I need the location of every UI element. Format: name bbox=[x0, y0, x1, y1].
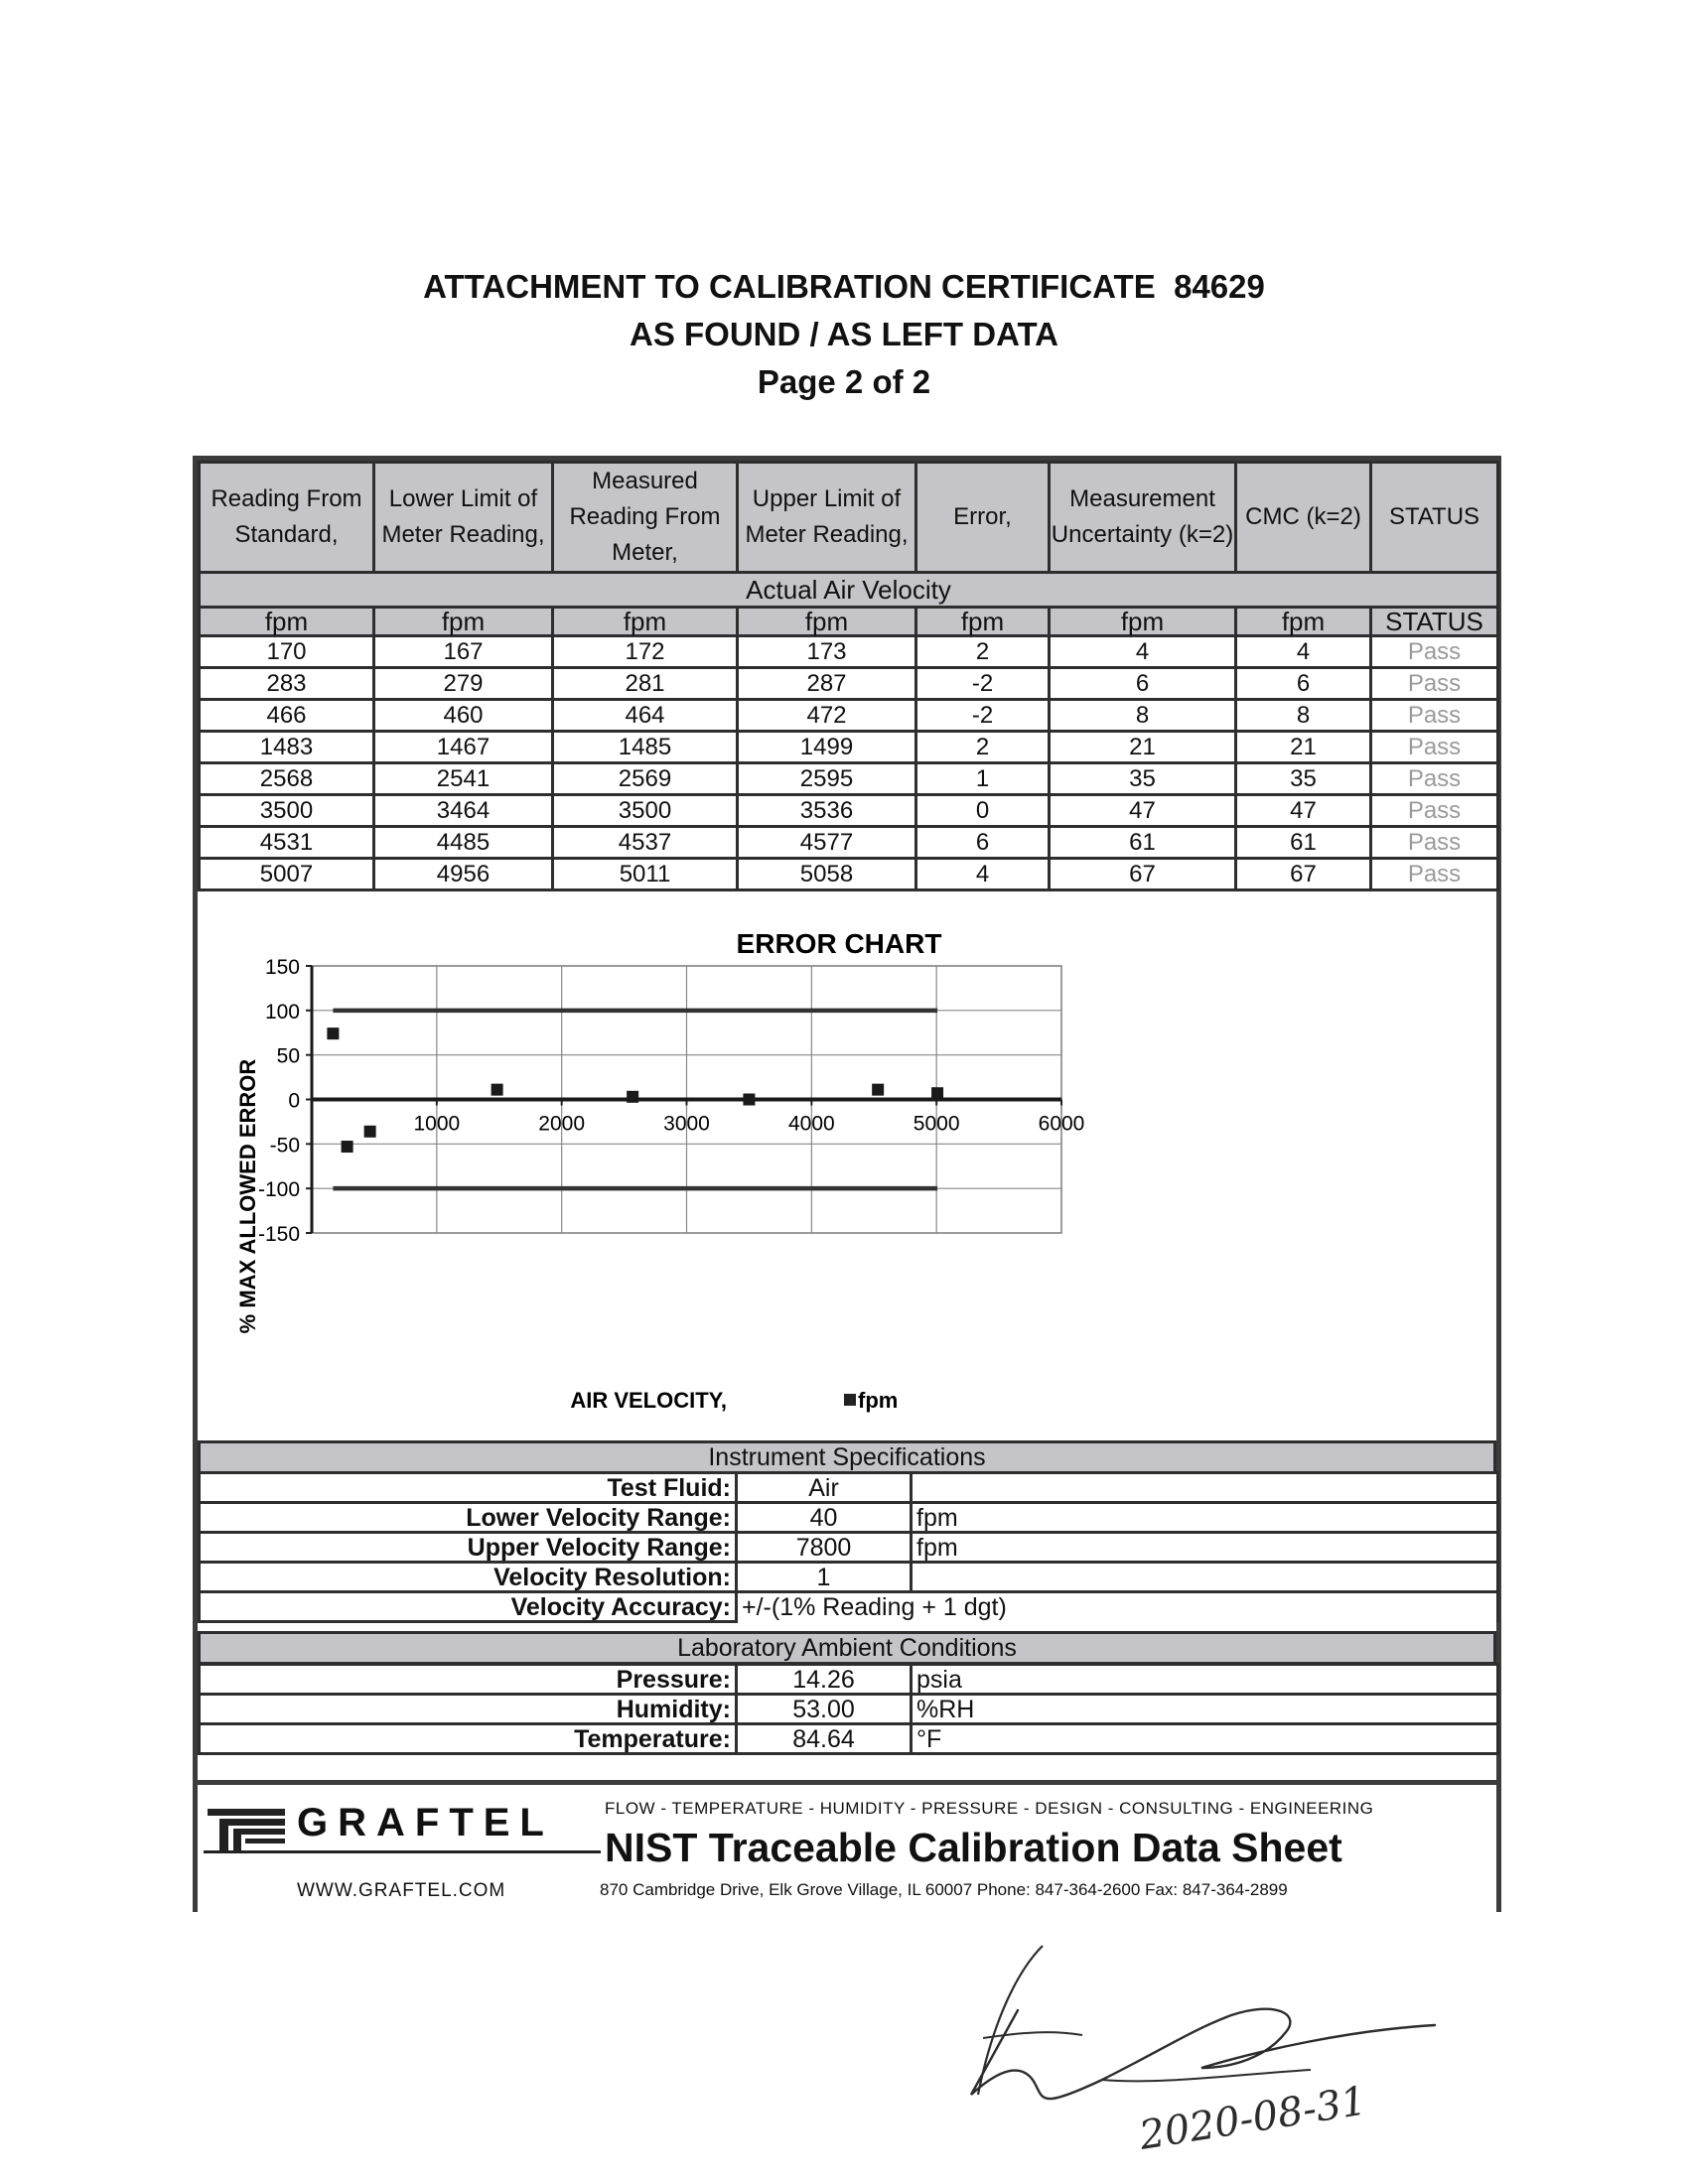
table-cell: 4485 bbox=[374, 827, 553, 859]
table-cell: 21 bbox=[1236, 732, 1371, 763]
column-header: STATUS bbox=[1371, 463, 1498, 573]
data-point bbox=[743, 1094, 755, 1106]
unit-label: fpm bbox=[1236, 608, 1371, 636]
table-row bbox=[200, 732, 1498, 763]
x-tick-label: 1000 bbox=[413, 1112, 461, 1136]
table-cell: 460 bbox=[374, 700, 553, 732]
sheet-title: NIST Traceable Calibration Data Sheet bbox=[605, 1825, 1342, 1870]
unit-label: fpm bbox=[1050, 608, 1236, 636]
x-axis-label: AIR VELOCITY, bbox=[570, 1388, 727, 1413]
spec-row bbox=[200, 1724, 1498, 1754]
table-cell: 2569 bbox=[553, 763, 738, 795]
error-chart bbox=[198, 903, 1496, 1446]
column-header: Lower Limit of Meter Reading, bbox=[374, 463, 553, 573]
table-cell: 2 bbox=[916, 636, 1050, 668]
status-cell: Pass bbox=[1371, 827, 1498, 859]
table-row bbox=[200, 859, 1498, 890]
address: 870 Cambridge Drive, Elk Grove Village, IL 60007 Phone: 847-364-2600 Fax: 847-364-2899 bbox=[600, 1880, 1288, 1899]
specs-header: Instrument Specifications bbox=[198, 1440, 1496, 1474]
table-row bbox=[200, 827, 1498, 859]
y-tick-label: 0 bbox=[288, 1089, 300, 1113]
table-cell: 4537 bbox=[553, 827, 738, 859]
column-header: CMC (k=2) bbox=[1236, 463, 1371, 573]
table-cell: -2 bbox=[916, 668, 1050, 700]
ambient-header: Laboratory Ambient Conditions bbox=[198, 1631, 1496, 1665]
x-tick-label: 4000 bbox=[787, 1112, 835, 1136]
table-cell: 35 bbox=[1050, 763, 1236, 795]
table-cell: 8 bbox=[1050, 700, 1236, 732]
table-row bbox=[200, 795, 1498, 827]
certificate-subtitle: AS FOUND / AS LEFT DATA bbox=[629, 316, 1059, 352]
x-tick-label: 6000 bbox=[1038, 1112, 1085, 1136]
status-cell: Pass bbox=[1371, 763, 1498, 795]
subheader: Actual Air Velocity bbox=[200, 573, 1498, 608]
data-point bbox=[492, 1084, 503, 1096]
table-row bbox=[200, 763, 1498, 795]
website: WWW.GRAFTEL.COM bbox=[297, 1880, 506, 1901]
data-point bbox=[364, 1126, 376, 1138]
data-point bbox=[327, 1027, 339, 1039]
data-point bbox=[627, 1091, 638, 1103]
table-cell: 3500 bbox=[200, 795, 374, 827]
table-cell: 61 bbox=[1236, 827, 1371, 859]
table-cell: 281 bbox=[553, 668, 738, 700]
spec-value: 40 bbox=[737, 1503, 912, 1533]
spec-value: 84.64 bbox=[737, 1724, 912, 1754]
table-cell: 283 bbox=[200, 668, 374, 700]
table-cell: 21 bbox=[1050, 732, 1236, 763]
spec-unit bbox=[912, 1473, 1498, 1503]
spec-value: 53.00 bbox=[737, 1695, 912, 1724]
unit-label: fpm bbox=[916, 608, 1050, 636]
status-cell: Pass bbox=[1371, 732, 1498, 763]
unit-label: STATUS bbox=[1371, 608, 1498, 636]
table-cell: 67 bbox=[1236, 859, 1371, 890]
spec-label: Test Fluid: bbox=[200, 1473, 737, 1503]
ambient-table bbox=[198, 1663, 1499, 1755]
unit-label: fpm bbox=[200, 608, 374, 636]
table-cell: 5058 bbox=[738, 859, 916, 890]
table-cell: 67 bbox=[1050, 859, 1236, 890]
table-cell: 2541 bbox=[374, 763, 553, 795]
spec-label: Lower Velocity Range: bbox=[200, 1503, 737, 1533]
spec-unit: °F bbox=[912, 1724, 1498, 1754]
table-cell: 6 bbox=[916, 827, 1050, 859]
spec-unit: fpm bbox=[912, 1533, 1498, 1563]
table-cell: 4956 bbox=[374, 859, 553, 890]
status-cell: Pass bbox=[1371, 859, 1498, 890]
handwritten-signature bbox=[933, 1941, 1489, 2179]
table-cell: 167 bbox=[374, 636, 553, 668]
table-cell: 3536 bbox=[738, 795, 916, 827]
spec-value: +/-(1% Reading + 1 dgt) bbox=[737, 1592, 1498, 1622]
spec-row bbox=[200, 1533, 1498, 1563]
title-text: ATTACHMENT TO CALIBRATION CERTIFICATE bbox=[423, 268, 1156, 305]
spec-unit: psia bbox=[912, 1665, 1498, 1695]
table-cell: 5011 bbox=[553, 859, 738, 890]
data-point bbox=[872, 1084, 884, 1096]
spec-label: Pressure: bbox=[200, 1665, 737, 1695]
specs-table bbox=[198, 1471, 1499, 1623]
table-cell: 47 bbox=[1236, 795, 1371, 827]
table-cell: 4 bbox=[1236, 636, 1371, 668]
table-row bbox=[200, 700, 1498, 732]
table-cell: 4 bbox=[916, 859, 1050, 890]
spec-row bbox=[200, 1592, 1498, 1622]
brand-rule bbox=[204, 1850, 601, 1853]
status-cell: Pass bbox=[1371, 636, 1498, 668]
table-cell: 35 bbox=[1236, 763, 1371, 795]
table-cell: 279 bbox=[374, 668, 553, 700]
spec-unit: fpm bbox=[912, 1503, 1498, 1533]
column-header: Reading From Standard, bbox=[200, 463, 374, 573]
spec-label: Humidity: bbox=[200, 1695, 737, 1724]
company-footer bbox=[198, 1780, 1496, 1912]
column-header: Upper Limit of Meter Reading, bbox=[738, 463, 916, 573]
status-cell: Pass bbox=[1371, 668, 1498, 700]
spec-label: Upper Velocity Range: bbox=[200, 1533, 737, 1563]
spec-value: Air bbox=[737, 1473, 912, 1503]
spec-row bbox=[200, 1695, 1498, 1724]
y-tick-label: 100 bbox=[264, 1000, 300, 1024]
calibration-sheet bbox=[193, 456, 1501, 1912]
y-tick-label: 50 bbox=[276, 1044, 300, 1068]
table-cell: -2 bbox=[916, 700, 1050, 732]
data-point bbox=[342, 1141, 353, 1153]
certificate-title bbox=[199, 268, 1489, 306]
signature-date: 2020-08-31 bbox=[1136, 2078, 1370, 2159]
y-axis-label: % MAX ALLOWED ERROR bbox=[235, 1058, 260, 1334]
table-cell: 2568 bbox=[200, 763, 374, 795]
table-cell: 2 bbox=[916, 732, 1050, 763]
table-cell: 0 bbox=[916, 795, 1050, 827]
certificate-number: 84629 bbox=[1174, 268, 1265, 305]
y-tick-label: -50 bbox=[269, 1134, 300, 1158]
unit-label: fpm bbox=[553, 608, 738, 636]
data-point bbox=[931, 1087, 943, 1099]
spec-unit: %RH bbox=[912, 1695, 1498, 1724]
table-cell: 1467 bbox=[374, 732, 553, 763]
spec-value: 14.26 bbox=[737, 1665, 912, 1695]
legend-label: fpm bbox=[858, 1388, 899, 1413]
spec-unit bbox=[912, 1563, 1498, 1592]
brand-name: GRAFTEL bbox=[297, 1801, 554, 1844]
y-tick-label: 150 bbox=[264, 956, 300, 979]
y-tick-label: -150 bbox=[257, 1223, 300, 1246]
x-tick-label: 5000 bbox=[913, 1112, 960, 1136]
table-cell: 466 bbox=[200, 700, 374, 732]
table-cell: 8 bbox=[1236, 700, 1371, 732]
table-cell: 6 bbox=[1050, 668, 1236, 700]
column-header: Measurement Uncertainty (k=2) bbox=[1050, 463, 1236, 573]
table-cell: 61 bbox=[1050, 827, 1236, 859]
y-tick-label: -100 bbox=[257, 1178, 300, 1202]
spec-label: Velocity Accuracy: bbox=[200, 1592, 737, 1622]
table-row bbox=[200, 636, 1498, 668]
table-cell: 47 bbox=[1050, 795, 1236, 827]
table-cell: 172 bbox=[553, 636, 738, 668]
table-cell: 4 bbox=[1050, 636, 1236, 668]
chart-title: ERROR CHART bbox=[736, 928, 942, 959]
table-cell: 6 bbox=[1236, 668, 1371, 700]
spec-value: 1 bbox=[737, 1563, 912, 1592]
column-header: Error, bbox=[916, 463, 1050, 573]
status-cell: Pass bbox=[1371, 700, 1498, 732]
table-cell: 173 bbox=[738, 636, 916, 668]
spec-row bbox=[200, 1473, 1498, 1503]
spec-row bbox=[200, 1665, 1498, 1695]
units-row bbox=[200, 608, 1498, 636]
table-cell: 4531 bbox=[200, 827, 374, 859]
table-cell: 3500 bbox=[553, 795, 738, 827]
table-cell: 287 bbox=[738, 668, 916, 700]
status-cell: Pass bbox=[1371, 795, 1498, 827]
spec-value: 7800 bbox=[737, 1533, 912, 1563]
error-chart-svg bbox=[198, 903, 1496, 1446]
tagline: FLOW - TEMPERATURE - HUMIDITY - PRESSURE - DESIGN - CONSULTING - ENGINEERING bbox=[605, 1799, 1374, 1818]
spec-label: Velocity Resolution: bbox=[200, 1563, 737, 1592]
table-cell: 2595 bbox=[738, 763, 916, 795]
page-indicator: Page 2 of 2 bbox=[757, 363, 931, 400]
legend-marker bbox=[844, 1394, 856, 1406]
spec-label: Temperature: bbox=[200, 1724, 737, 1754]
calibration-table bbox=[198, 461, 1499, 891]
table-cell: 1485 bbox=[553, 732, 738, 763]
table-cell: 170 bbox=[200, 636, 374, 668]
spec-row bbox=[200, 1563, 1498, 1592]
column-headers bbox=[200, 463, 1498, 573]
table-cell: 4577 bbox=[738, 827, 916, 859]
table-row bbox=[200, 668, 1498, 700]
x-tick-label: 3000 bbox=[663, 1112, 710, 1136]
table-cell: 5007 bbox=[200, 859, 374, 890]
spec-row bbox=[200, 1503, 1498, 1533]
table-cell: 1483 bbox=[200, 732, 374, 763]
table-cell: 3464 bbox=[374, 795, 553, 827]
unit-label: fpm bbox=[738, 608, 916, 636]
table-cell: 472 bbox=[738, 700, 916, 732]
table-cell: 1499 bbox=[738, 732, 916, 763]
unit-label: fpm bbox=[374, 608, 553, 636]
table-cell: 464 bbox=[553, 700, 738, 732]
x-tick-label: 2000 bbox=[538, 1112, 586, 1136]
subheader-row bbox=[200, 573, 1498, 608]
column-header: Measured Reading From Meter, bbox=[553, 463, 738, 573]
table-cell: 1 bbox=[916, 763, 1050, 795]
